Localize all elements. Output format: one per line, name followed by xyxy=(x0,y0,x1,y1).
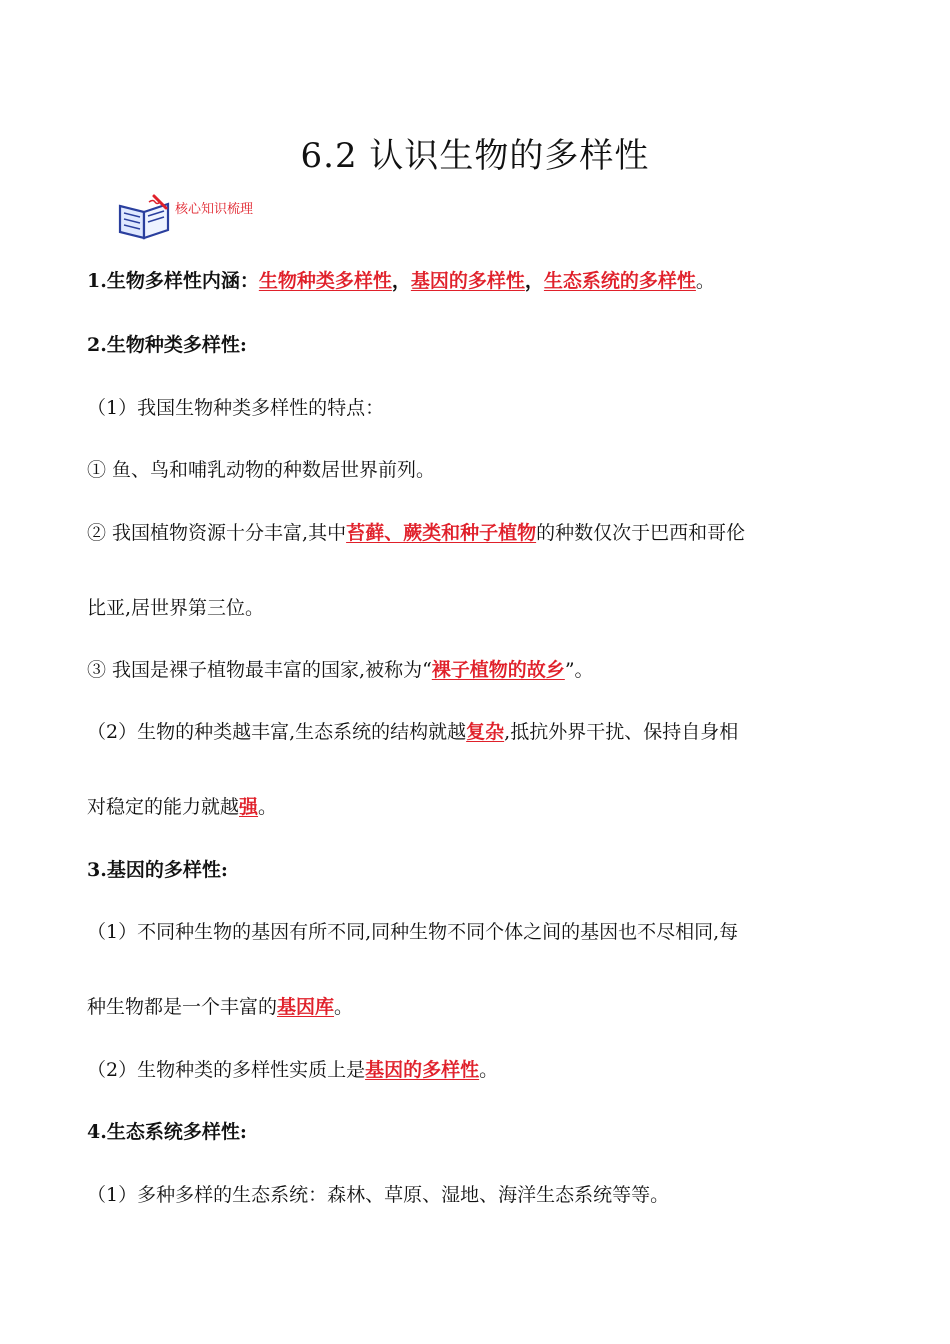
keyword-ecosystem-diversity: 生态系统的多样性 xyxy=(543,270,696,292)
keyword-gymnosperm-home: 裸子植物的故乡 xyxy=(431,659,565,681)
text: ”。 xyxy=(564,659,594,681)
text: （2）生物的种类越丰富,生态系统的结构就越 xyxy=(87,721,467,743)
text: 对稳定的能力就越 xyxy=(87,796,240,818)
text: 。 xyxy=(479,1059,499,1081)
section-3-heading: 3.基因的多样性: xyxy=(87,859,228,881)
section-1-line xyxy=(87,266,867,293)
text: ,抵抗外界干扰、保持自身相 xyxy=(504,721,739,743)
text: （2）生物种类的多样性实质上是 xyxy=(87,1059,366,1081)
keyword-species-diversity: 生物种类多样性 xyxy=(258,270,392,292)
section-2-p5-cont xyxy=(87,792,867,819)
separator: ， xyxy=(524,270,544,292)
badge-label: 核心知识梳理 xyxy=(175,202,254,217)
section-2-p3-cont: 比亚,居世界第三位。 xyxy=(87,597,265,619)
text: 。 xyxy=(334,996,354,1018)
keyword-complex: 复杂 xyxy=(466,721,505,743)
period: 。 xyxy=(695,270,715,292)
keyword-strong: 强 xyxy=(239,796,259,818)
section-3-p3 xyxy=(87,1055,867,1082)
text: 的种数仅次于巴西和哥伦 xyxy=(536,522,746,544)
keyword-gene-diversity-2: 基因的多样性 xyxy=(365,1059,480,1081)
section-3-p2 xyxy=(87,992,867,1019)
text: 种生物都是一个丰富的 xyxy=(87,996,278,1018)
section-4-p1: （1）多种多样的生态系统：森林、草原、湿地、海洋生态系统等等。 xyxy=(87,1184,670,1206)
section-2-p1: （1）我国生物种类多样性的特点： xyxy=(87,397,385,419)
section-2-p4 xyxy=(87,655,867,682)
page-title: 6.2 认识生物的多样性 xyxy=(300,136,650,176)
section-1-heading: 1.生物多样性内涵： xyxy=(87,270,259,292)
keyword-gene-diversity: 基因的多样性 xyxy=(410,270,525,292)
section-4-heading: 4.生态系统多样性: xyxy=(87,1121,247,1143)
open-book-icon xyxy=(116,192,176,242)
section-2-p3 xyxy=(87,518,867,545)
keyword-gene-pool: 基因库 xyxy=(277,996,335,1018)
text: ② 我国植物资源十分丰富,其中 xyxy=(87,522,347,544)
section-2-heading: 2.生物种类多样性: xyxy=(87,334,247,356)
section-3-p1: （1）不同种生物的基因有所不同,同种生物不同个体之间的基因也不尽相同,每 xyxy=(87,921,739,943)
separator: ， xyxy=(391,270,411,292)
text: ③ 我国是裸子植物最丰富的国家,被称为“ xyxy=(87,659,432,681)
section-2-p5 xyxy=(87,717,867,744)
text: 。 xyxy=(258,796,278,818)
keyword-plants: 苔藓、蕨类和种子植物 xyxy=(346,522,537,544)
section-2-p2: ① 鱼、鸟和哺乳动物的种数居世界前列。 xyxy=(87,459,436,481)
